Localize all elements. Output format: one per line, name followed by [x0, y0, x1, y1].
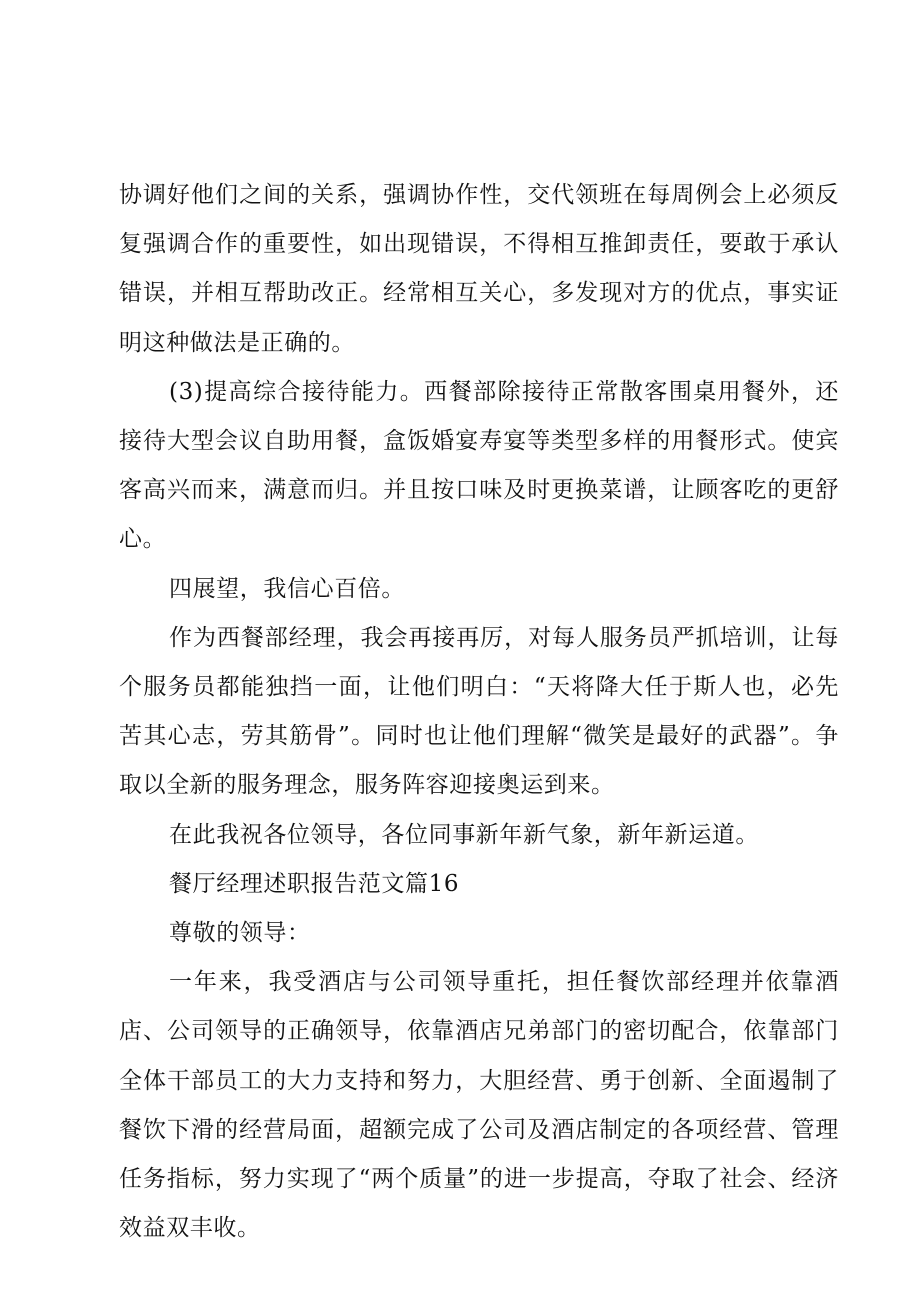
paragraph-1: 协调好他们之间的关系，强调协作性，交代领班在每周例会上必须反复强调合作的重要性，如出现错误，不得相互推卸责任，要敢于承认错误，并相互帮助改正。经常相互关心，多发现对方的优点，事实证明这种做法是正确的。 — [119, 182, 839, 356]
paragraph-3: 四展望，我信心百倍。 — [169, 575, 405, 602]
paragraph-5: 在此我祝各位领导，各位同事新年新气象，新年新运道。 — [169, 821, 759, 848]
paragraph-8: 一年来，我受酒店与公司领导重托，担任餐饮部经理并依靠酒店、公司领导的正确领导，依靠酒店兄弟部门的密切配合，依靠部门全体干部员工的大力支持和努力，大胆经营、勇于创新、全面遏制了餐饮下滑的经营局面，超额完成了公司及酒店制定的各项经营、管理任务指标，努力实现了“两个质量”的进一步提高，夺取了社会、经济效益双丰收。 — [119, 969, 839, 1242]
section-heading: 餐厅经理述职报告范文篇16 — [169, 870, 460, 897]
paragraph-4: 作为西餐部经理，我会再接再厉，对每人服务员严抓培训，让每个服务员都能独挡一面，让他们明白：“天将降大任于斯人也，必先苦其心志，劳其筋骨”。同时也让他们理解“微笑是最好的武器”。争取以全新的服务理念，服务阵容迎接奥运到来。 — [119, 624, 839, 799]
paragraph-2: (3)提高综合接待能力。西餐部除接待正常散客围桌用餐外，还接待大型会议自助用餐，盒饭婚宴寿宴等类型多样的用餐形式。使宾客高兴而来，满意而归。并且按口味及时更换菜谱，让顾客吃的更舒心。 — [119, 378, 839, 553]
document-body — [119, 171, 839, 1253]
salutation: 尊敬的领导： — [169, 920, 311, 947]
